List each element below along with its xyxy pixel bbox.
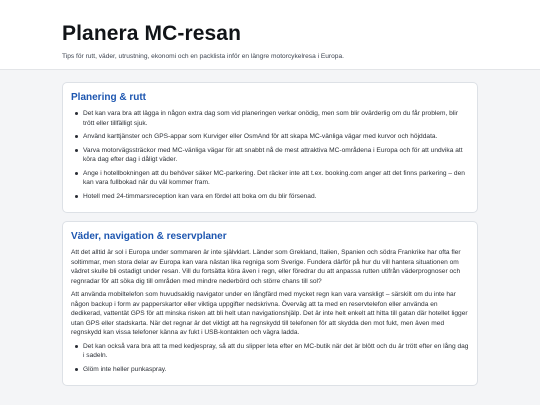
list-item: Glöm inte heller punkaspray. <box>71 365 469 375</box>
tips-list <box>71 109 469 201</box>
section-planning-route <box>62 82 478 213</box>
tips-list <box>71 342 469 375</box>
main-content <box>0 70 540 386</box>
section-weather-navigation <box>62 221 478 386</box>
list-item: Använd karttjänster och GPS-appar som Kurviger eller OsmAnd för att skapa MC-vänliga vägar med kurvor och höjddata. <box>71 132 469 142</box>
section-paragraph: Att använda mobiltelefon som huvudsaklig navigator under en långfärd med mycket regn kan vara vanskligt – särskilt om du inte har någon backup i form av papperskartor eller viktiga uppgifter nedskrivna. Överväg att ta med en reservtelefon eller använda en dedikerad, vattentät GPS för att minska risken att bli helt utan navigationshjälp. Det är inte helt enkelt att hitta till gatan där hotellet ligger utan GPS eller stadskarta. När det regnar är det viktigt att ha regnskydd till telefonen för att skydda den mot fukt, men även med regnskydd kan vissa telefoner känna av fukt i USB-kontakten och vägra ladda. <box>71 291 468 336</box>
page-header <box>0 0 540 70</box>
list-item: Det kan också vara bra att ta med kedjespray, så att du slipper leta efter en MC-butik när det är blött och du är trött efter en lång dag i sadeln. <box>71 342 469 361</box>
page-title: Planera MC-resan <box>62 22 242 45</box>
list-item: Det kan vara bra att lägga in någon extra dag som vid planeringen verkar onödig, men som blir ovärderlig om du får problem, blir trött eller tillfälligt sjuk. <box>71 109 469 128</box>
section-paragraph: Att det alltid är sol i Europa under sommaren är inte självklart. Länder som Grekland, Italien, Spanien och södra Frankrike har ofta fler soltimmar, men stora delar av Europa kan vara nästan lika regniga som Sverige. Fundera därför på hur du vill hantera situationen om vädret skulle bli ostadigt under resan. Vill du fortsätta köra även i regn, eller föredrar du att anpassa rutten utifrån väderprognoser och regnradar för att söka dig till områden med mindre nederbörd och större chans till sol? <box>71 249 461 285</box>
list-item: Ange i hotellbokningen att du behöver säker MC-parkering. Det räcker inte att t.ex. booking.com anger att det finns parkering – den kan vara fullbokad när du väl kommer fram. <box>71 169 469 188</box>
page-subtitle: Tips för rutt, väder, utrustning, ekonomi och en packlista inför en längre motorcykelresa i Europa. <box>62 53 344 60</box>
list-item: Varva motorvägssträckor med MC-vänliga vägar för att snabbt nå de mest attraktiva MC-områdena i Europa och för att undvika att köra dag efter dag i dåligt väder. <box>71 146 469 165</box>
section-title: Väder, navigation & reservplaner <box>71 231 227 242</box>
section-title: Planering & rutt <box>71 92 147 103</box>
list-item: Hotell med 24-timmarsreception kan vara en fördel att boka om du blir försenad. <box>71 192 469 202</box>
